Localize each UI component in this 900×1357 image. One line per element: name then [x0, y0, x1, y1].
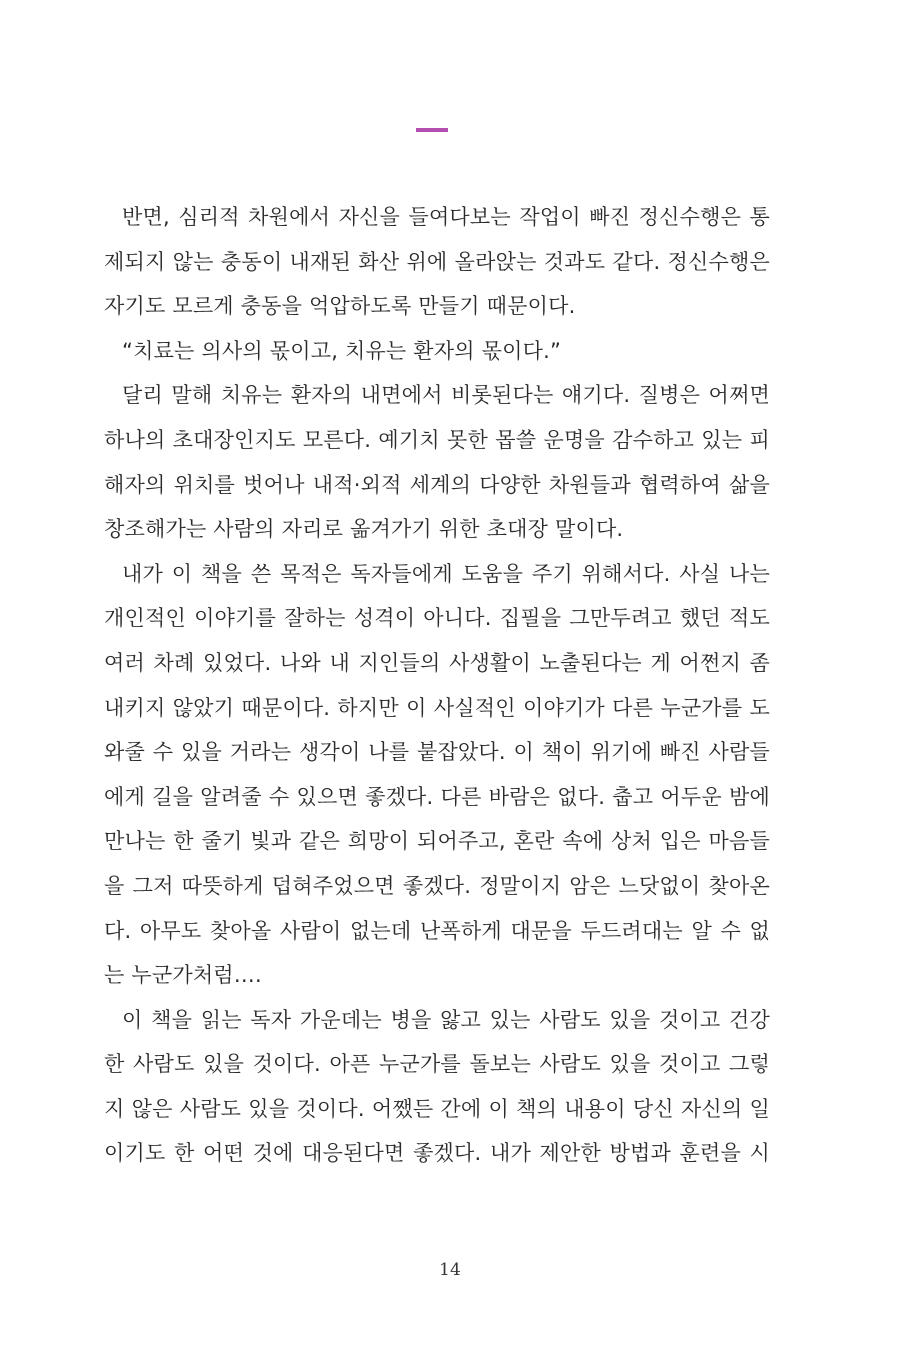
page-number: 14: [439, 1260, 461, 1280]
text-line: 창조해가는 사람의 자리로 옮겨가기 위한 초대장 말이다.: [104, 517, 624, 542]
text-line: 와줄 수 있을 거라는 생각이 나를 붙잡았다. 이 책이 위기에 빠진 사람들: [104, 740, 770, 765]
text-line: 개인적인 이야기를 잘하는 성격이 아니다. 집필을 그만두려고 했던 적도: [104, 606, 770, 631]
text-line: 자기도 모르게 충동을 억압하도록 만들기 때문이다.: [104, 294, 576, 319]
chapter-accent-bar: [416, 128, 448, 132]
text-line: 는 누군가처럼….: [104, 963, 262, 988]
text-line: 여러 차례 있었다. 나와 내 지인들의 사생활이 노출된다는 게 어쩐지 좀: [104, 650, 770, 675]
text-line: 내가 이 책을 쓴 목적은 독자들에게 도움을 주기 위해서다. 사실 나는: [122, 561, 770, 586]
text-line: 지 않은 사람도 있을 것이다. 어쨌든 간에 이 책의 내용이 당신 자신의 일: [104, 1096, 770, 1121]
text-line: 제되지 않는 충동이 내재된 화산 위에 올라앉는 것과도 같다. 정신수행은: [104, 249, 770, 274]
text-line: 한 사람도 있을 것이다. 아픈 누군가를 돌보는 사람도 있을 것이고 그렇: [104, 1052, 770, 1077]
text-line: 이 책을 읽는 독자 가운데는 병을 앓고 있는 사람도 있을 것이고 건강: [122, 1007, 770, 1032]
text-line: 을 그저 따뜻하게 덥혀주었으면 좋겠다. 정말이지 암은 느닷없이 찾아온: [104, 873, 770, 898]
text-line: 내키지 않았기 때문이다. 하지만 이 사실적인 이야기가 다른 누군가를 도: [104, 695, 770, 720]
text-line: 하나의 초대장인지도 모른다. 예기치 못한 몹쓸 운명을 감수하고 있는 피: [104, 427, 770, 452]
text-line: 만나는 한 줄기 빛과 같은 희망이 되어주고, 혼란 속에 상처 입은 마음들: [104, 829, 770, 854]
text-line: “치료는 의사의 몫이고, 치유는 환자의 몫이다.”: [122, 338, 562, 363]
text-line: 해자의 위치를 벗어나 내적·외적 세계의 다양한 차원들과 협력하여 삶을: [104, 472, 770, 497]
body-text: [104, 195, 770, 1176]
text-line: 이기도 한 어떤 것에 대응된다면 좋겠다. 내가 제안한 방법과 훈련을 시: [104, 1141, 770, 1166]
text-line: 에게 길을 알려줄 수 있으면 좋겠다. 다른 바람은 없다. 춥고 어두운 밤에: [104, 784, 770, 809]
text-line: 반면, 심리적 차원에서 자신을 들여다보는 작업이 빠진 정신수행은 통: [122, 205, 770, 229]
text-line: 다. 아무도 찾아올 사람이 없는데 난폭하게 대문을 두드려대는 알 수 없: [104, 918, 770, 943]
text-line: 달리 말해 치유는 환자의 내면에서 비롯된다는 얘기다. 질병은 어쩌면: [122, 383, 770, 408]
